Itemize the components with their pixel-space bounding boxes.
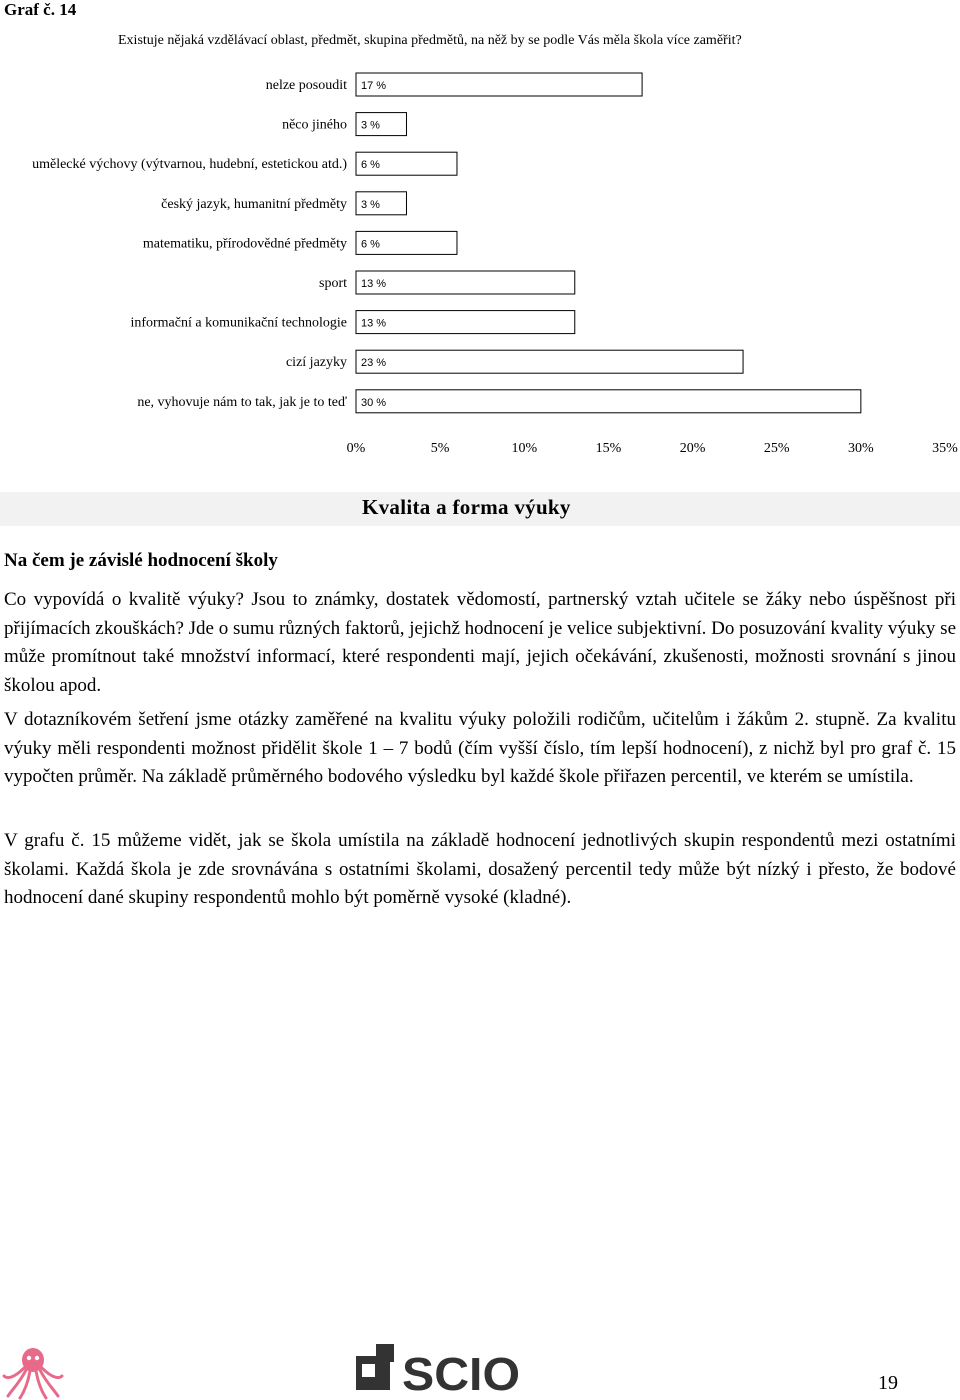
bar xyxy=(356,390,861,413)
page-number: 19 xyxy=(878,1372,898,1394)
x-tick-label: 35% xyxy=(932,441,958,456)
data-label: 3 % xyxy=(361,119,380,132)
scio-logo xyxy=(352,1344,522,1396)
bar xyxy=(356,350,743,373)
data-label: 6 % xyxy=(361,159,380,172)
x-tick-label: 15% xyxy=(595,441,622,456)
chart-question: Existuje nějaká vzdělávací oblast, předmět, skupina předmětů, na něž by se podle Vás měla škola více zaměřit? xyxy=(118,33,742,48)
category-label: ne, vyhovuje nám to tak, jak je to teď xyxy=(137,394,347,410)
horizontal-bar-chart xyxy=(0,60,960,470)
section-title: Kvalita a forma výuky xyxy=(362,495,571,519)
x-tick-label: 10% xyxy=(511,441,538,456)
category-label: český jazyk, humanitní předměty xyxy=(161,196,347,212)
data-label: 6 % xyxy=(361,238,380,251)
x-tick-label: 20% xyxy=(679,441,706,456)
x-tick-label: 25% xyxy=(763,441,790,456)
data-label: 17 % xyxy=(361,80,387,92)
x-tick-label: 5% xyxy=(430,441,450,456)
bar xyxy=(356,311,575,334)
category-label: sport xyxy=(319,276,347,291)
category-label: umělecké výchovy (výtvarnou, hudební, estetickou atd.) xyxy=(32,157,347,173)
category-label: cizí jazyky xyxy=(285,355,347,371)
chart-number-label: Graf č. 14 xyxy=(4,0,77,19)
category-label: něco jiného xyxy=(282,117,347,133)
data-label: 3 % xyxy=(361,198,380,211)
category-label: informační a komunikační technologie xyxy=(130,315,347,331)
octopus-icon xyxy=(2,1346,64,1400)
bar xyxy=(356,271,575,294)
data-label: 23 % xyxy=(361,357,387,370)
svg-text:SCIO: SCIO xyxy=(402,1348,520,1396)
data-label: 30 % xyxy=(361,396,387,409)
category-label: nelze posoudit xyxy=(265,78,347,93)
data-label: 13 % xyxy=(361,278,387,290)
bar xyxy=(356,73,642,96)
data-label: 13 % xyxy=(361,317,387,330)
x-tick-label: 30% xyxy=(848,441,874,456)
paragraph-2: V dotazníkovém šetření jsme otázky zaměřené na kvalitu výuky položili rodičům, učitelům i žákům 2. stupně. Za kvalitu výuky měli respondenti možnost přidělit škole 1 – 7 bodů (čím vyšší číslo, tím lepší hodnocení), z nichž byl pro graf č. 15 vypočten průměr. Na základě průměrného bodového výsledku byl každé škole přiřazen percentil, ve kterém se umístila. xyxy=(4,709,956,787)
paragraph-1: Co vypovídá o kvalitě výuky? Jsou to známky, dostatek vědomostí, partnerský vztah učitele se žáky nebo úspěšnost při přijímacích zkouškách? Jde o sumu různých faktorů, jejichž hodnocení je velice subjektivní. Do posuzování kvality výuky se může promítnout také množství informací, které respondenti mají, jejich očekávání, zkušenosti, možnosti srovnání s jinou školou apod. xyxy=(4,589,956,696)
subheading: Na čem je závislé hodnocení školy xyxy=(4,550,278,571)
x-tick-label: 0% xyxy=(346,441,366,456)
paragraph-3: V grafu č. 15 můžeme vidět, jak se škola umístila na základě hodnocení jednotlivých skupin respondentů mezi ostatními školami. Každá škola je zde srovnávána s ostatními školami, dosažený percentil tedy může být nízký i přesto, že bodové hodnocení dané skupiny respondentů mohlo být poměrně vysoké (kladné). xyxy=(4,830,956,908)
category-label: matematiku, přírodovědné předměty xyxy=(142,236,347,252)
